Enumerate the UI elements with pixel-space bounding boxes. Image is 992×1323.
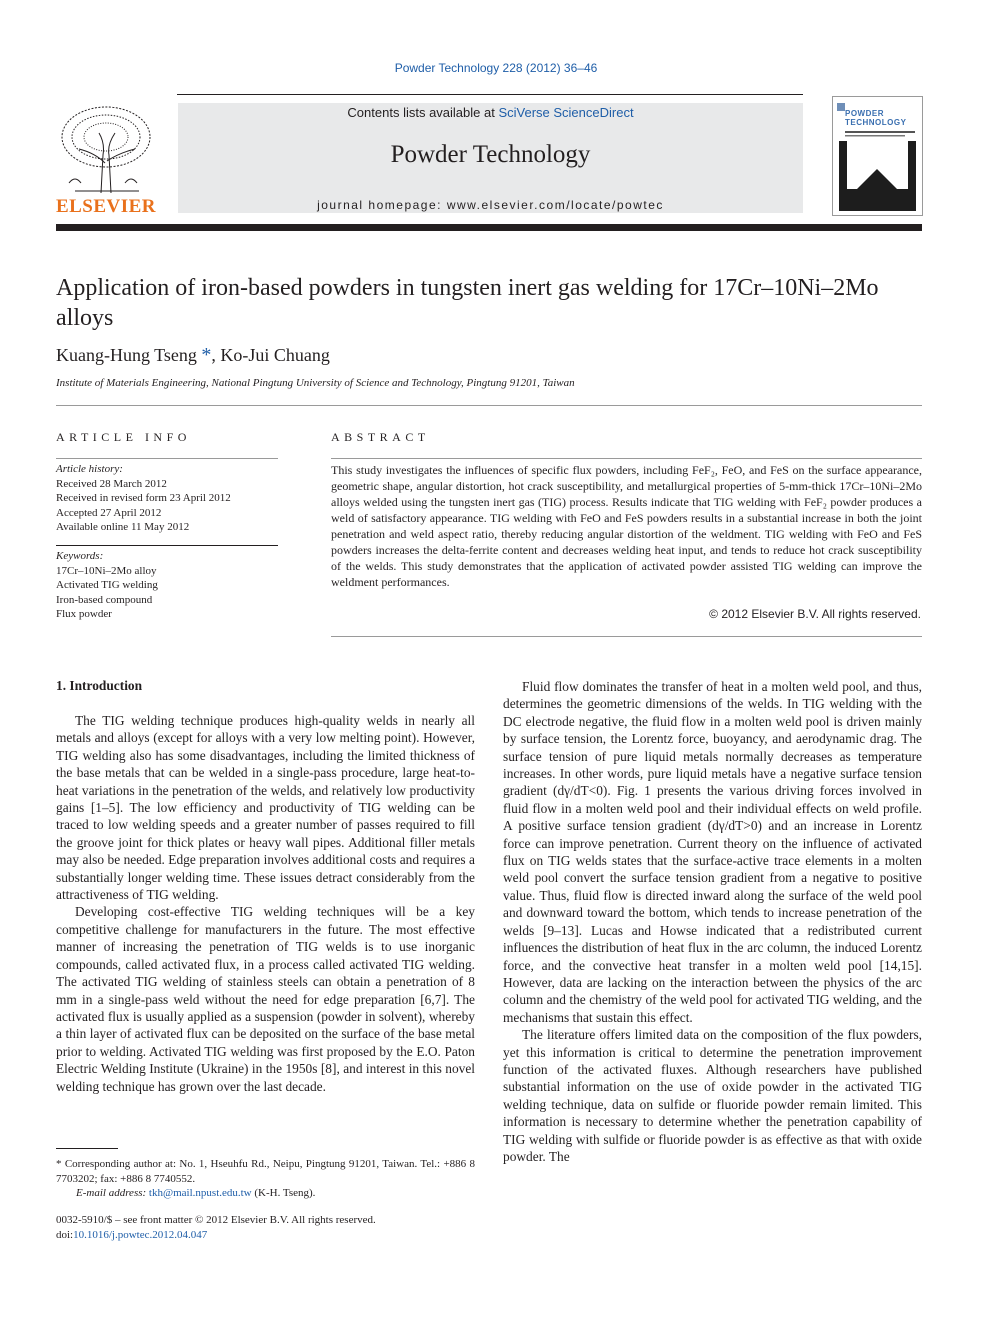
- publisher-wordmark: ELSEVIER: [55, 196, 157, 217]
- homepage-prefix: journal homepage:: [317, 198, 447, 212]
- homepage-url[interactable]: www.elsevier.com/locate/powtec: [446, 198, 664, 212]
- section-heading-introduction: 1. Introduction: [56, 678, 143, 693]
- body-paragraph: The literature offers limited data on the composition of the flux powders, yet this information is critical to determine the penetration improvement function of the activated fluxes. Although researchers have published substantial information on the use of oxide powder in the activated TIG welding technique, data on sulfide or fluoride powder remain limited. This information is necessary to determine whether the penetration capability of TIG welding with sulfide or fluoride powder is as effective as that with oxide powder. The: [503, 1027, 922, 1164]
- corresponding-author-footnote: * Corresponding author at: No. 1, Hseuhfu Rd., Neipu, Pingtung 91201, Taiwan. Tel.: +886 8 7703202; fax: +886 8 7740552.: [56, 1158, 475, 1185]
- keyword: Activated TIG welding: [56, 579, 158, 591]
- author-separator: ,: [211, 345, 221, 365]
- article-history: [56, 462, 278, 535]
- body-paragraph: Fluid flow dominates the transfer of heat in a molten weld pool, and thus, determines the geometric dimensions of the welds. In TIG welding with the DC electrode negative, the fluid flow in a molten weld pool is driven mainly by surface tension, the Lorentz force, buoyancy, and aerodynamic drag. The surface tension of pure liquid metals normally decreases as temperature increases. In other words, pure liquid metals have a negative surface tension gradient (dγ/dT<0). Fig. 1 presents the various driving forces involved in fluid flow in a molten weld pool and their individual effects on weld profile. A positive surface tension gradient (dγ/dT>0) and an increase in Lorentz force can improve penetration. Current theory on the influence of activated flux on TIG welds states that the surface-active trace elements in a molten weld pool convert the surface tension gradient from a negative to positive value. Thus, fluid flow is directed inward along the surface of the weld pool and downward toward the bottom, which tends to increase penetration of the welds [9–13]. Lucas and Howse indicated that a redistributed current influences the distribution of heat flux in the arc column, the induced Lorentz force, and the convective heat transfer in a molten weld pool [14,15]. However, data are lacking on the interaction between the physics of the arc column and the chemistry of the weld pool for activated TIG welding, and the mechanisms that sustain this effect.: [503, 679, 922, 1025]
- abstract-copyright: © 2012 Elsevier B.V. All rights reserved.: [709, 607, 921, 621]
- body-paragraph: The TIG welding technique produces high-quality welds in nearly all metals and alloys (except for alloys with a very low melting point). However, TIG welding also has some disadvantages, including the limited thickness of the base metals that can be welded in a single-pass procedure, large heat-to-heat variations in the penetration of the welds, and relatively low productivity gains [1–5]. The low efficiency and productivity of TIG welding can be traced to low welding speeds and a greater number of passes required to fill the groove joint for thick plates or heavy wall pipes. Additional filler metals may also be needed. Edge preparation involves additional costs and requires a substantially longer welding time. These issues detract considerably from the attractiveness of TIG welding.: [56, 713, 475, 903]
- keywords-divider: [56, 545, 278, 546]
- affiliation: Institute of Materials Engineering, National Pingtung University of Science and Technology, Pingtung 91201, Taiwan: [56, 377, 575, 389]
- title-divider: [56, 405, 922, 406]
- email-label: E-mail address:: [76, 1187, 149, 1199]
- keywords-block: [56, 549, 278, 622]
- author-email-link[interactable]: tkh@mail.npust.edu.tw: [148, 1187, 252, 1199]
- issn-line: 0032-5910/$ – see front matter © 2012 Elsevier B.V. All rights reserved.: [56, 1214, 376, 1226]
- right-column-text: [503, 678, 922, 1165]
- email-footnote: [56, 1186, 475, 1201]
- contents-line: [178, 105, 803, 120]
- abstract-bottom-divider: [331, 636, 922, 637]
- header-thick-rule: [56, 224, 922, 231]
- cover-title: POWDER TECHNOLOGY: [845, 109, 907, 127]
- sciencedirect-link[interactable]: SciVerse ScienceDirect: [498, 105, 634, 120]
- paper-title: Application of iron-based powders in tungsten inert gas welding for 17Cr–10Ni–2Mo alloys: [56, 275, 879, 331]
- doi-line: [56, 1228, 207, 1243]
- keyword: 17Cr–10Ni–2Mo alloy: [56, 564, 157, 577]
- footnote-rule: [56, 1148, 118, 1149]
- contents-prefix: Contents lists available at: [347, 105, 499, 120]
- history-item: Received 28 March 2012: [56, 477, 167, 490]
- history-item: Received in revised form 23 April 2012: [56, 492, 231, 504]
- keyword: Flux powder: [56, 608, 112, 620]
- keyword: Iron-based compound: [56, 593, 153, 606]
- history-item: Available online 11 May 2012: [56, 521, 190, 533]
- journal-homepage: [178, 198, 803, 212]
- abstract-divider: [331, 458, 922, 459]
- journal-title: Powder Technology: [390, 141, 591, 168]
- doi-prefix: doi:: [56, 1229, 74, 1241]
- keywords-label: Keywords:: [56, 550, 104, 562]
- article-info-heading: ARTICLE INFO: [56, 430, 191, 444]
- author-list: [56, 344, 330, 367]
- journal-citation[interactable]: Powder Technology 228 (2012) 36–46: [394, 61, 598, 75]
- author-name: Ko-Jui Chuang: [220, 345, 330, 365]
- abstract-text: This study investigates the influences of specific flux powders, including FeF₂, FeO, and FeS on the surface appearance, geometric shape, angular distortion, hot crack susceptibility, and metallurgical properties of 5-mm-thick 17Cr–10Ni–2Mo alloys welded using the tungsten inert gas (TIG) process. Results indicate that TIG welding with FeF₂ powder produces a weld of satisfactory appearance. TIG welding with FeO and FeS powders results in a substantial increase in both the joint penetration and weld aspect ratio, thereby reducing angular distortion of the weldment. TIG welding with FeO and FeS powders increases the delta-ferrite content and decreases welding heat input, and tends to reduce hot crack susceptibility of the welds. This study demonstrates that the application of activated powder assisted TIG welding can improve the weldment performances.: [331, 463, 922, 589]
- abstract-heading: ABSTRACT: [331, 430, 430, 444]
- body-paragraph: Developing cost-effective TIG welding techniques will be a key competitive challenge for manufacturers in the future. The most effective manner of increasing the penetration of TIG welds is to use inorganic compounds, called activated flux, in a process called activated TIG welding. The activated TIG welding of stainless steels can obtain a penetration of 8 mm in a single-pass weld without the need for edge preparation [6,7]. The activated flux is usually applied as a suspension (powder in solvent), whereby a thin layer of activated flux can be deposited on the surface of the base metal prior to welding. Activated TIG welding was first proposed by the E.O. Paton Electric Welding Institute (Ukraine) in the 1950s [8], and interest in this novel welding technique has grown over the last decade.: [56, 904, 475, 1094]
- author-name: Kuang-Hung Tseng: [56, 345, 197, 365]
- left-column-text: [56, 712, 475, 1095]
- header-divider: [177, 94, 803, 95]
- doi-link[interactable]: 10.1016/j.powtec.2012.04.047: [73, 1229, 208, 1241]
- email-suffix: (K-H. Tseng).: [251, 1187, 316, 1199]
- history-item: Accepted 27 April 2012: [56, 506, 162, 519]
- history-label: Article history:: [56, 463, 123, 475]
- journal-cover-thumbnail: [832, 96, 923, 216]
- article-info-divider: [56, 458, 278, 459]
- corresponding-author-marker[interactable]: *: [201, 344, 212, 366]
